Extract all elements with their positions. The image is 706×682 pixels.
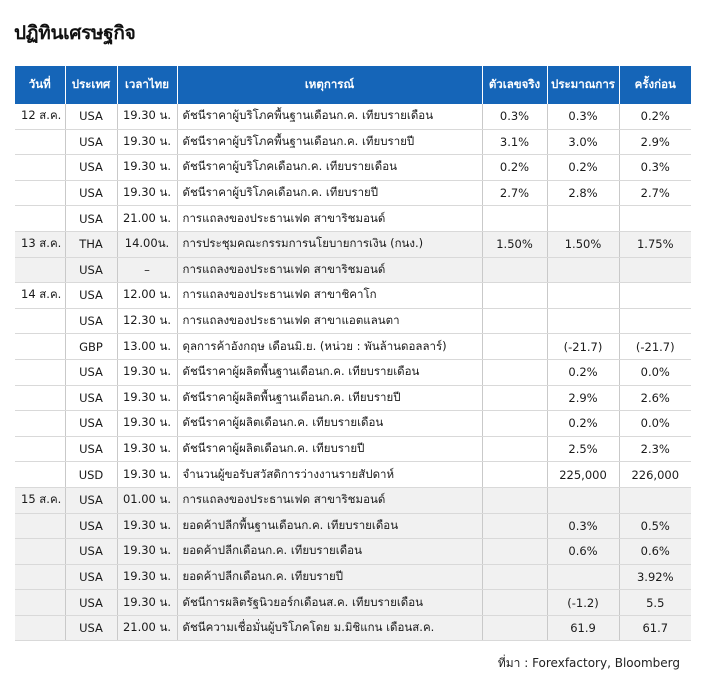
row-actual: [482, 487, 547, 513]
row-event: ดัชนีการผลิตรัฐนิวยอร์กเดือนส.ค. เทียบรายเดือน: [177, 590, 482, 616]
row-previous: [619, 257, 691, 283]
row-forecast: 2.8%: [547, 180, 619, 206]
table-row: [15, 564, 691, 590]
row-date: [15, 308, 65, 334]
row-event: ดัชนีราคาผู้ผลิตพื้นฐานเดือนก.ค. เทียบรายปี: [177, 385, 482, 411]
source-note: ที่มา : Forexfactory, Bloomberg: [497, 656, 680, 670]
row-previous: 2.6%: [619, 385, 691, 411]
row-actual: [482, 615, 547, 641]
table-row: [15, 231, 691, 257]
row-actual: [482, 206, 547, 232]
row-event: ยอดค้าปลีกเดือนก.ค. เทียบรายเดือน: [177, 539, 482, 565]
header-actual: ตัวเลขจริง: [482, 66, 547, 104]
row-time: 19.30 น.: [117, 104, 177, 129]
row-country: USA: [65, 308, 117, 334]
row-date: [15, 590, 65, 616]
row-actual: [482, 283, 547, 309]
row-date: [15, 513, 65, 539]
row-actual: 2.7%: [482, 180, 547, 206]
row-country: USA: [65, 257, 117, 283]
row-event: ดัชนีราคาผู้ผลิตเดือนก.ค. เทียบรายปี: [177, 436, 482, 462]
table-row: [15, 308, 691, 334]
table-row: [15, 129, 691, 155]
row-event: การแถลงของประธานเฟด สาขาริชมอนด์: [177, 257, 482, 283]
table-row: [15, 487, 691, 513]
row-event: ดัชนีความเชื่อมั่นผู้บริโภคโดย ม.มิชิแกน เดือนส.ค.: [177, 615, 482, 641]
row-actual: [482, 411, 547, 437]
table-row: [15, 436, 691, 462]
row-forecast: [547, 308, 619, 334]
row-event: การแถลงของประธานเฟด สาขาริชมอนด์: [177, 206, 482, 232]
table-row: [15, 513, 691, 539]
row-time: 01.00 น.: [117, 487, 177, 513]
row-time: 19.30 น.: [117, 539, 177, 565]
row-forecast: [547, 257, 619, 283]
row-forecast: 2.5%: [547, 436, 619, 462]
row-time: 19.30 น.: [117, 385, 177, 411]
row-event: ดัชนีราคาผู้บริโภคพื้นฐานเดือนก.ค. เทียบรายปี: [177, 129, 482, 155]
row-country: USA: [65, 385, 117, 411]
row-forecast: [547, 283, 619, 309]
row-date: [15, 180, 65, 206]
row-country: USA: [65, 539, 117, 565]
row-forecast: (-21.7): [547, 334, 619, 360]
page-title: ปฏิทินเศรษฐกิจ: [14, 22, 136, 44]
row-event: การประชุมคณะกรรมการนโยบายการเงิน (กนง.): [177, 231, 482, 257]
row-actual: [482, 359, 547, 385]
row-previous: 1.75%: [619, 231, 691, 257]
row-previous: [619, 308, 691, 334]
row-forecast: 225,000: [547, 462, 619, 488]
row-date: [15, 385, 65, 411]
economic-calendar-table: [15, 66, 691, 641]
row-time: 19.30 น.: [117, 590, 177, 616]
row-country: USA: [65, 436, 117, 462]
row-date: [15, 539, 65, 565]
row-country: USA: [65, 129, 117, 155]
table-row: [15, 615, 691, 641]
row-date: [15, 615, 65, 641]
row-country: USA: [65, 206, 117, 232]
row-actual: [482, 334, 547, 360]
row-time: 19.30 น.: [117, 564, 177, 590]
row-time: 14.00น.: [117, 231, 177, 257]
row-country: USD: [65, 462, 117, 488]
row-date: [15, 206, 65, 232]
row-actual: 0.3%: [482, 104, 547, 129]
table-row: [15, 155, 691, 181]
row-country: THA: [65, 231, 117, 257]
row-time: 12.00 น.: [117, 283, 177, 309]
row-date: [15, 462, 65, 488]
row-event: ดัชนีราคาผู้ผลิตเดือนก.ค. เทียบรายเดือน: [177, 411, 482, 437]
header-date: วันที่: [15, 66, 65, 104]
row-date: [15, 155, 65, 181]
table-row: [15, 283, 691, 309]
row-date: 13 ส.ค.: [15, 231, 65, 257]
row-time: 12.30 น.: [117, 308, 177, 334]
row-actual: [482, 436, 547, 462]
table-row: [15, 180, 691, 206]
row-previous: [619, 487, 691, 513]
row-time: 19.30 น.: [117, 180, 177, 206]
row-previous: 0.6%: [619, 539, 691, 565]
row-actual: [482, 513, 547, 539]
row-country: USA: [65, 359, 117, 385]
row-previous: 0.5%: [619, 513, 691, 539]
table-row: [15, 539, 691, 565]
row-time: 13.00 น.: [117, 334, 177, 360]
row-date: [15, 359, 65, 385]
row-previous: 0.0%: [619, 359, 691, 385]
table-body: [15, 104, 691, 641]
row-actual: [482, 564, 547, 590]
row-forecast: [547, 206, 619, 232]
row-country: USA: [65, 104, 117, 129]
row-previous: [619, 283, 691, 309]
header-time: เวลาไทย: [117, 66, 177, 104]
table-row: [15, 590, 691, 616]
row-time: 19.30 น.: [117, 462, 177, 488]
row-previous: 61.7: [619, 615, 691, 641]
row-previous: 2.7%: [619, 180, 691, 206]
table-row: [15, 334, 691, 360]
row-country: USA: [65, 487, 117, 513]
row-country: USA: [65, 513, 117, 539]
row-date: 14 ส.ค.: [15, 283, 65, 309]
row-time: 19.30 น.: [117, 436, 177, 462]
row-country: USA: [65, 411, 117, 437]
row-forecast: 2.9%: [547, 385, 619, 411]
row-event: การแถลงของประธานเฟด สาขาริชมอนด์: [177, 487, 482, 513]
row-forecast: [547, 487, 619, 513]
row-actual: [482, 257, 547, 283]
row-previous: 2.3%: [619, 436, 691, 462]
row-previous: 2.9%: [619, 129, 691, 155]
row-event: การแถลงของประธานเฟด สาขาแอตแลนตา: [177, 308, 482, 334]
row-actual: [482, 539, 547, 565]
row-forecast: 0.2%: [547, 359, 619, 385]
header-forecast: ประมาณการ: [547, 66, 619, 104]
row-time: 19.30 น.: [117, 129, 177, 155]
row-forecast: 0.6%: [547, 539, 619, 565]
row-actual: 3.1%: [482, 129, 547, 155]
row-country: USA: [65, 180, 117, 206]
row-country: GBP: [65, 334, 117, 360]
row-event: ยอดค้าปลีกเดือนก.ค. เทียบรายปี: [177, 564, 482, 590]
header-country: ประเทศ: [65, 66, 117, 104]
row-previous: 0.0%: [619, 411, 691, 437]
row-country: USA: [65, 283, 117, 309]
row-time: 19.30 น.: [117, 359, 177, 385]
row-event: การแถลงของประธานเฟด สาขาชิคาโก: [177, 283, 482, 309]
row-date: 15 ส.ค.: [15, 487, 65, 513]
row-actual: 0.2%: [482, 155, 547, 181]
table-row: [15, 462, 691, 488]
table-row: [15, 257, 691, 283]
table-row: [15, 411, 691, 437]
row-actual: [482, 308, 547, 334]
row-event: ดัชนีราคาผู้บริโภคพื้นฐานเดือนก.ค. เทียบรายเดือน: [177, 104, 482, 129]
row-forecast: 0.2%: [547, 155, 619, 181]
row-country: USA: [65, 615, 117, 641]
row-previous: 3.92%: [619, 564, 691, 590]
row-previous: [619, 206, 691, 232]
row-forecast: 3.0%: [547, 129, 619, 155]
row-country: USA: [65, 564, 117, 590]
row-event: ดัชนีราคาผู้บริโภคเดือนก.ค. เทียบรายเดือน: [177, 155, 482, 181]
row-forecast: 0.3%: [547, 104, 619, 129]
table-row: [15, 359, 691, 385]
header-previous: ครั้งก่อน: [619, 66, 691, 104]
row-date: [15, 257, 65, 283]
row-forecast: 0.3%: [547, 513, 619, 539]
row-date: [15, 564, 65, 590]
row-previous: 0.2%: [619, 104, 691, 129]
row-country: USA: [65, 155, 117, 181]
row-time: –: [117, 257, 177, 283]
table-row: [15, 104, 691, 129]
row-event: จำนวนผู้ขอรับสวัสดิการว่างงานรายสัปดาห์: [177, 462, 482, 488]
row-actual: [482, 385, 547, 411]
row-actual: 1.50%: [482, 231, 547, 257]
row-date: [15, 411, 65, 437]
row-time: 21.00 น.: [117, 615, 177, 641]
row-time: 21.00 น.: [117, 206, 177, 232]
row-forecast: 0.2%: [547, 411, 619, 437]
row-forecast: 61.9: [547, 615, 619, 641]
row-actual: [482, 590, 547, 616]
row-actual: [482, 462, 547, 488]
row-forecast: (-1.2): [547, 590, 619, 616]
table-row: [15, 385, 691, 411]
row-previous: (-21.7): [619, 334, 691, 360]
row-previous: 226,000: [619, 462, 691, 488]
header-event: เหตุการณ์: [177, 66, 482, 104]
row-country: USA: [65, 590, 117, 616]
row-date: [15, 129, 65, 155]
row-event: ดัชนีราคาผู้บริโภคเดือนก.ค. เทียบรายปี: [177, 180, 482, 206]
row-event: ดัชนีราคาผู้ผลิตพื้นฐานเดือนก.ค. เทียบรายเดือน: [177, 359, 482, 385]
row-event: ยอดค้าปลีกพื้นฐานเดือนก.ค. เทียบรายเดือน: [177, 513, 482, 539]
row-previous: 5.5: [619, 590, 691, 616]
row-date: [15, 334, 65, 360]
row-forecast: 1.50%: [547, 231, 619, 257]
table-header: [15, 66, 691, 104]
row-date: [15, 436, 65, 462]
row-event: ดุลการค้าอังกฤษ เดือนมิ.ย. (หน่วย : พันล้านดอลลาร์): [177, 334, 482, 360]
row-time: 19.30 น.: [117, 155, 177, 181]
row-date: 12 ส.ค.: [15, 104, 65, 129]
row-time: 19.30 น.: [117, 411, 177, 437]
table-row: [15, 206, 691, 232]
row-time: 19.30 น.: [117, 513, 177, 539]
row-previous: 0.3%: [619, 155, 691, 181]
row-forecast: [547, 564, 619, 590]
